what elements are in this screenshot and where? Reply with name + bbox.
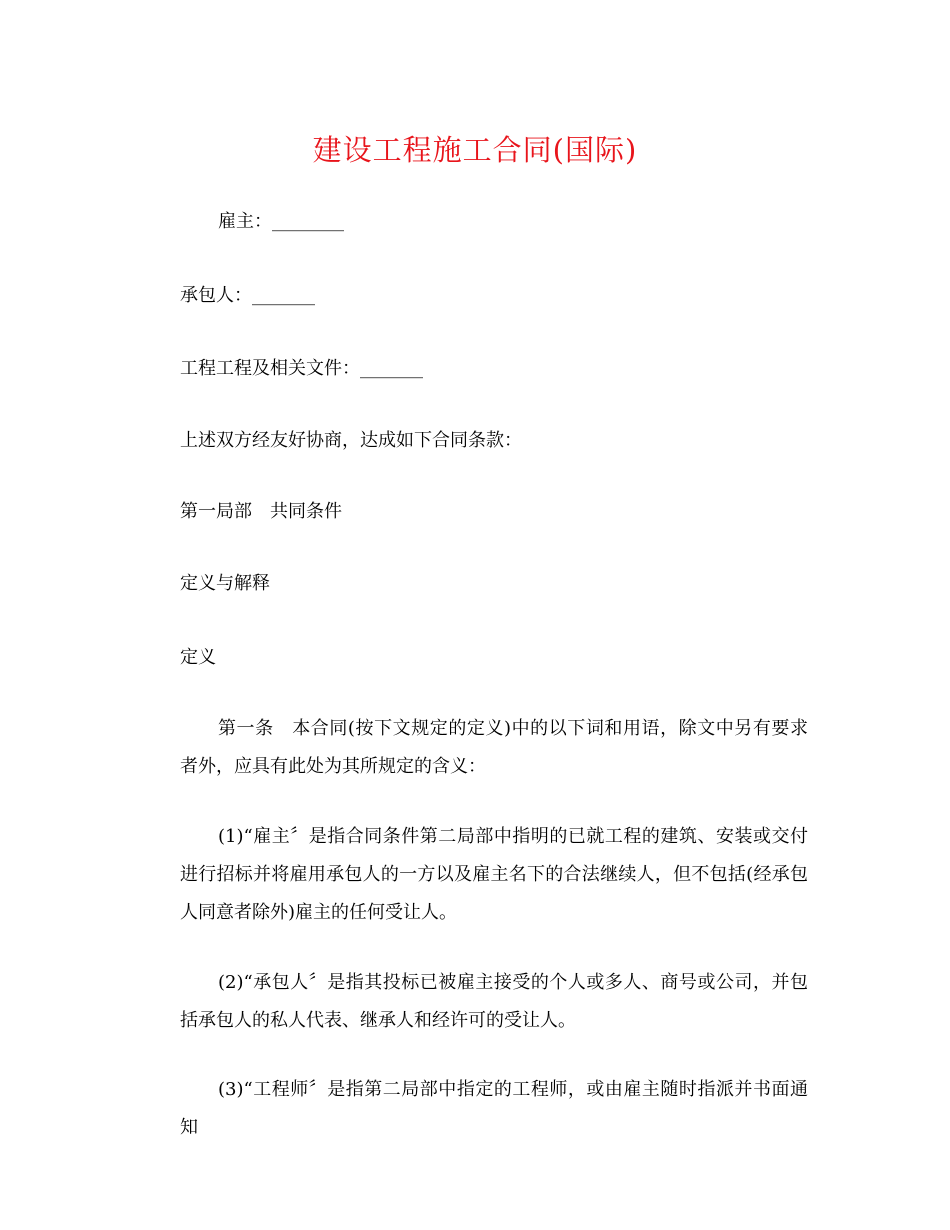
preamble-line: 上述双方经友好协商，达成如下合同条款：: [180, 430, 522, 451]
project-docs-line: 工程工程及相关文件：_______: [180, 358, 423, 379]
document-title: 建设工程施工合同(国际): [312, 133, 638, 167]
article-one-paragraph: 第一条 本合同(按下文规定的定义)中的以下词和用语，除文中另有要求者外，应具有此处为其所规定的含义：: [180, 718, 808, 777]
clause-2-paragraph: (2)“承包人〞是指其投标已被雇主接受的个人或多人、商号或公司，并包括承包人的私人代表、继承人和经许可的受让人。: [180, 972, 808, 1031]
contractor-line: 承包人：_______: [180, 285, 315, 306]
employer-line: 雇主：________: [218, 211, 344, 232]
definitions-heading: 定义: [180, 647, 216, 668]
clause-1-paragraph: (1)“雇主〞是指合同条件第二局部中指明的已就工程的建筑、安装或交付进行招标并将雇用承包人的一方以及雇主名下的合法继续人，但不包括(经承包人同意者除外)雇主的任何受让人。: [180, 826, 808, 923]
part-one-heading: 第一局部 共同条件: [180, 501, 342, 522]
definitions-interpretation-heading: 定义与解释: [180, 573, 270, 594]
clause-3-paragraph: (3)“工程师〞是指第二局部中指定的工程师，或由雇主随时指派并书面通知: [180, 1079, 808, 1138]
